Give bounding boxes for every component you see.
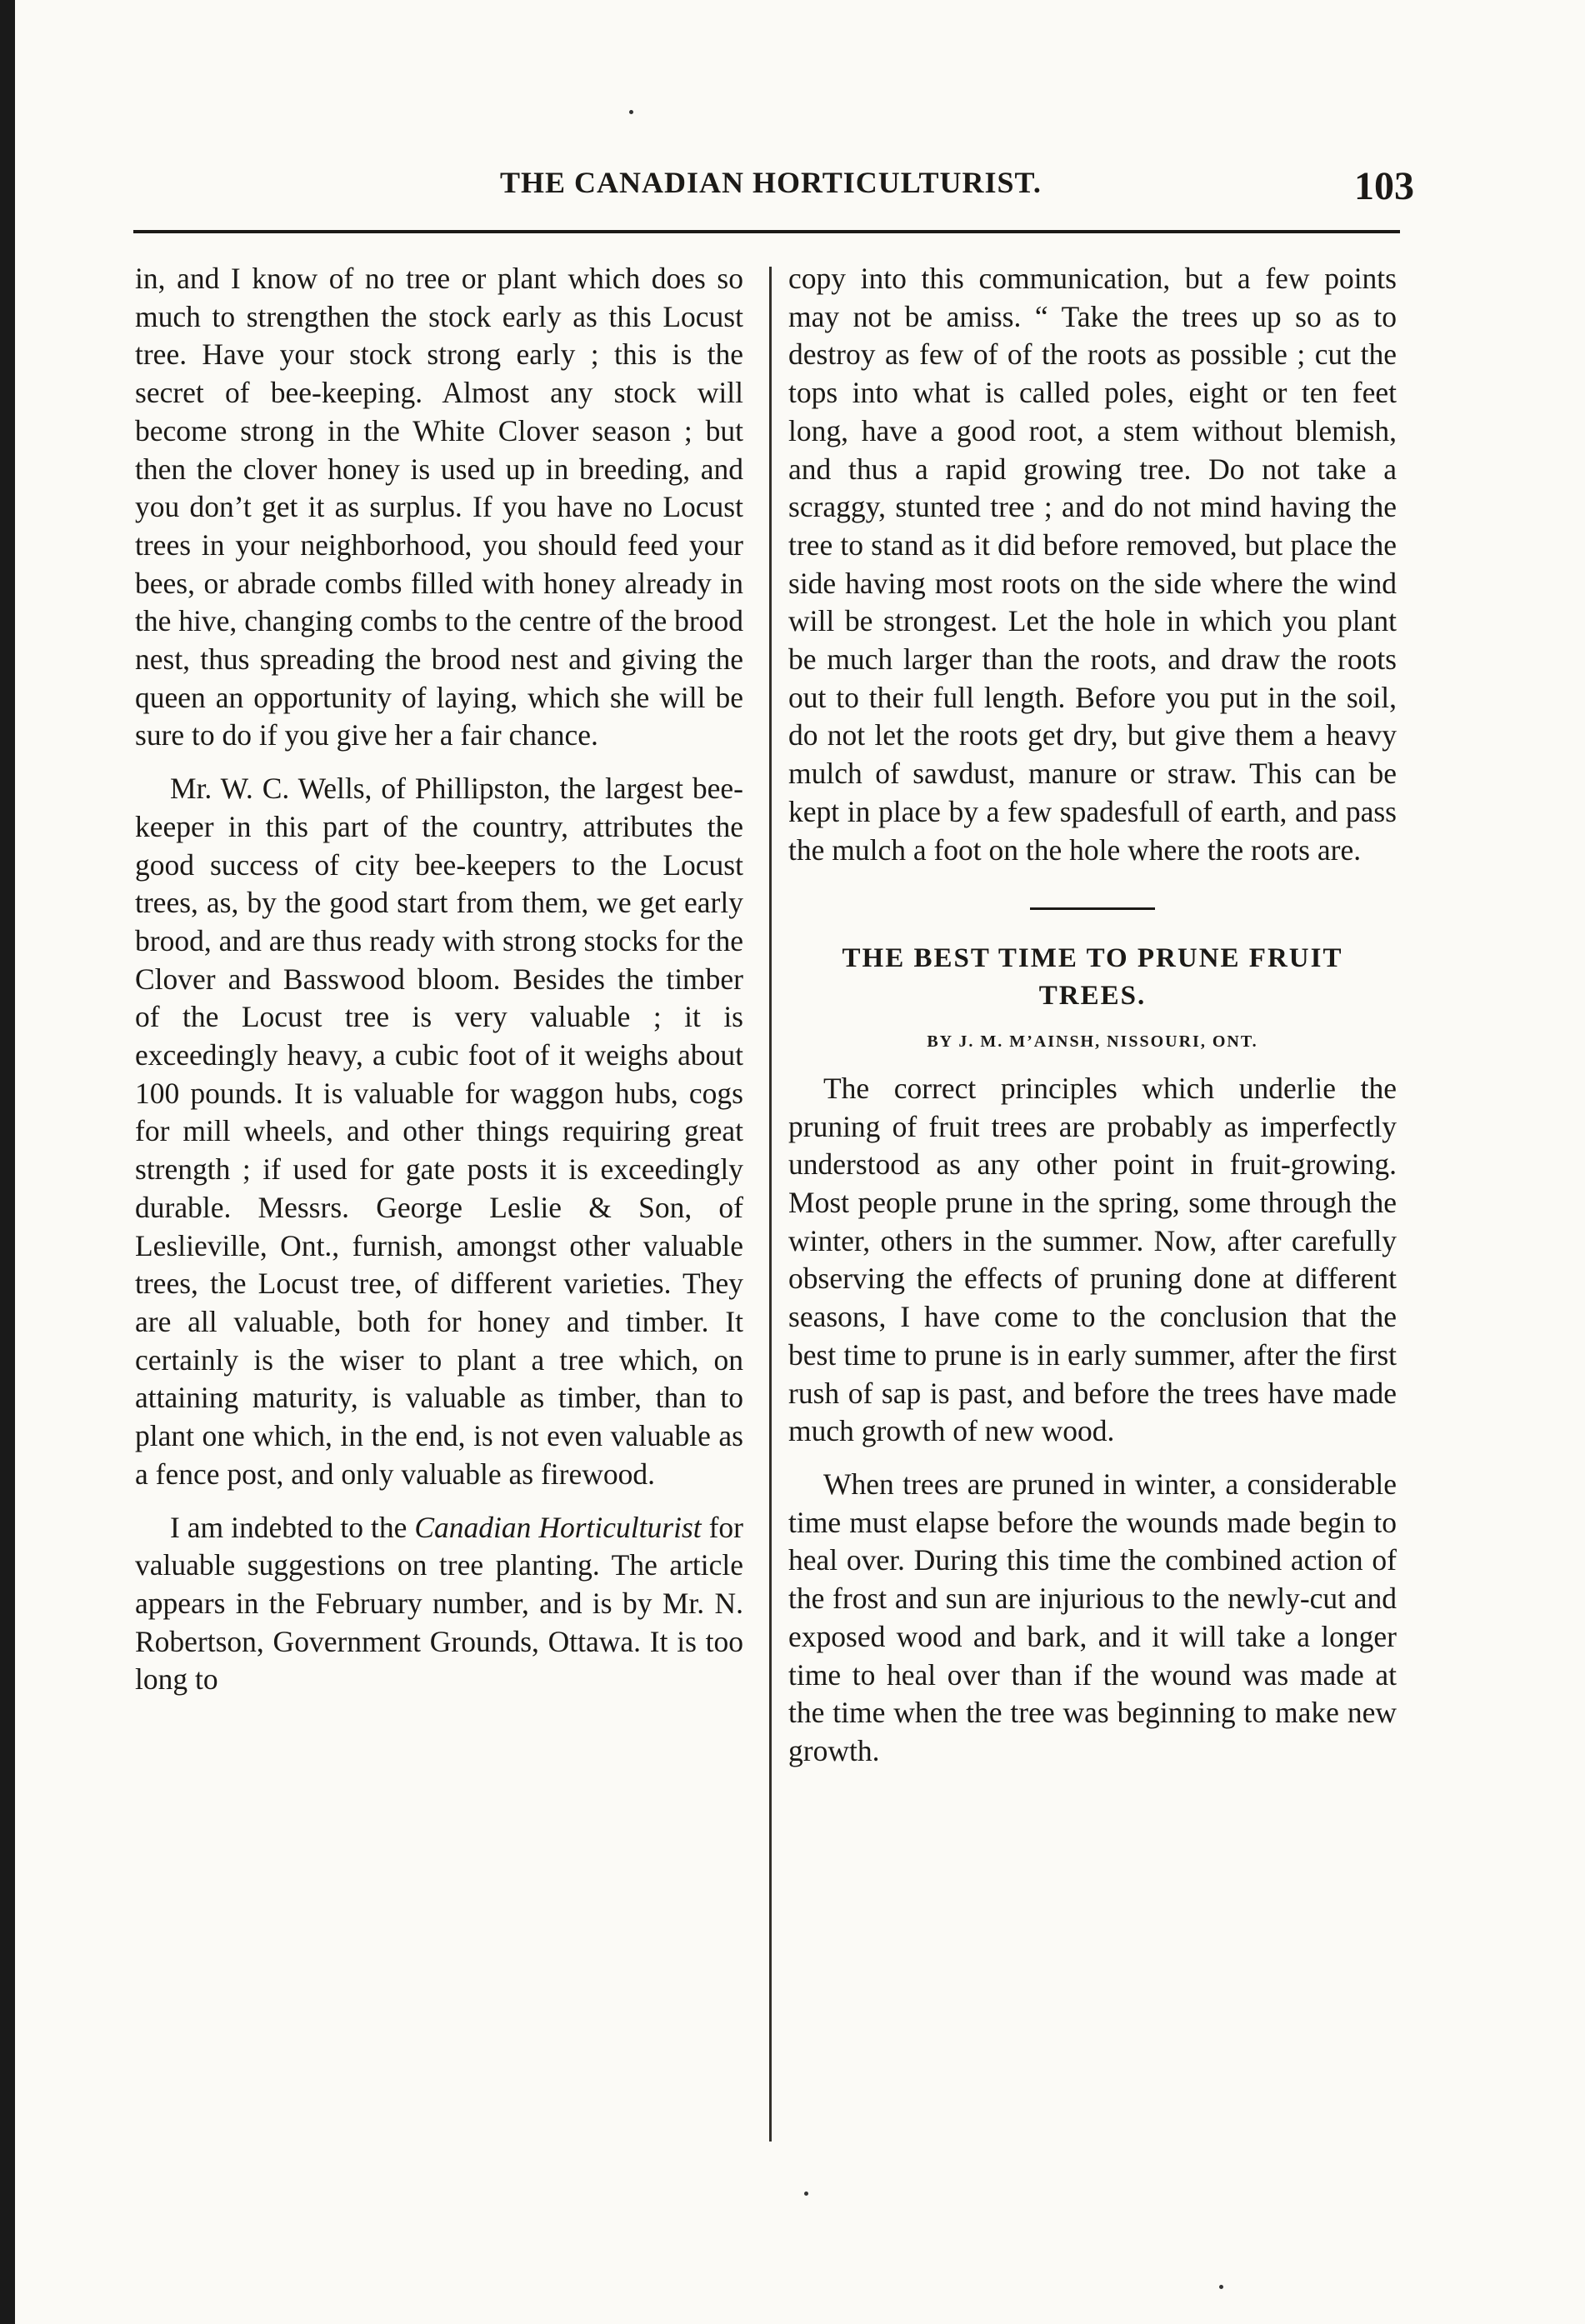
print-speck (1219, 2285, 1223, 2289)
paragraph (135, 1509, 743, 1700)
paragraph: The correct principles which underlie the pruning of fruit trees are probably as imperfectly understood as any other point in fruit-growing. Most people prune in the spring, some through the winter, others in the summer. Now, after carefully observing the effects of pruning done at different seasons, I have come to the conclusion that the best time to prune is in early summer, after the first rush of sap is past, and before the trees have made much growth of new wood. (788, 1071, 1397, 1448)
paragraph: copy into this communication, but a few points may not be amiss. “ Take the trees up so as to destroy as few of of the roots as possible ; cut the tops into what is called poles, eight or ten feet long, have a good root, a stem without blemish, and thus a rapid growing tree. Do not take a scraggy, stunted tree ; and do not mind having the tree to stand as it did before removed, but place the side having most roots on the side where the wind will be strongest. Let the hole in which you plant be much larger than the roots, and draw the roots out to their full length. Before you put in the soil, do not let the roots get dry, but give them a heavy mulch of sawdust, manure or straw. This can be kept in place by a few spadesfull of earth, and pass the mulch a foot on the hole where the roots are. (788, 262, 1397, 867)
page-binding-edge (0, 0, 15, 2324)
paragraph: Mr. W. C. Wells, of Phillipston, the largest bee-keeper in this part of the country, attributes the good success of city bee-keepers to the Locust trees, as, by the good start from them, we get early brood, and are thus ready with strong stocks for the Clover and Basswood bloom. Besides the timber of the Locust tree is very valuable ; it is exceedingly heavy, a cubic foot of it weighs about 100 pounds. It is valuable for waggon hubs, cogs for mill wheels, and other things requiring great strength ; if used for gate posts it is exceedingly durable. Messrs. George Leslie & Son, of Leslieville, Ont., furnish, amongst other valuable trees, the Locust tree, of different varieties. They are all valuable, both for honey and timber. It certainly is the wiser to plant a tree which, on attaining maturity, is valuable as timber, than to plant one which, in the end, is not even valuable as a fence post, and only valuable as firewood. (135, 772, 743, 1491)
right-column (788, 260, 1397, 1771)
paragraph: When trees are pruned in winter, a considerable time must elapse before the wounds made begin to heal over. During this time the combined action of the frost and sun are injurious to the newly-cut and exposed wood and bark, and it will take a longer time to heal over than if the wound was made at the time when the tree was beginning to make new growth. (788, 1467, 1397, 1767)
column-divider (769, 267, 772, 2142)
text-span: for valuable suggestions on tree planting. The article appears in the February number, and is by Mr. N. Robertson, Government Grounds, Ottawa. It is too long to (135, 1510, 743, 1697)
running-head: THE CANADIAN HORTICULTURIST. (500, 166, 1042, 199)
paragraph: in, and I know of no tree or plant which does so much to strengthen the stock early as this Locust tree. Have your stock strong early ; this is the secret of bee-keeping. Almost any stock will become strong in the White Clover season ; but then the clover honey is used up in breeding, and you don’t get it as surplus. If you have no Locust trees in your neighborhood, you should feed your bees, or abrade combs filled with honey already in the hive, changing combs to the centre of the brood nest, thus spreading the brood nest and giving the queen an opportunity of laying, which she will be sure to do if you give her a fair chance. (135, 262, 743, 752)
article-byline: BY J. M. M’AINSH, NISSOURI, ONT. (927, 1032, 1258, 1052)
section-divider (1030, 907, 1155, 910)
left-column (135, 260, 743, 1699)
page-number: 103 (1354, 164, 1414, 208)
publication-title: Canadian Horticulturist (414, 1510, 702, 1544)
text-span: I am indebted to the (170, 1510, 415, 1544)
header-rule (133, 230, 1400, 233)
print-speck (804, 2192, 808, 2196)
print-speck (629, 110, 633, 114)
article-title: THE BEST TIME TO PRUNE FRUIT TREES. (842, 943, 1343, 1012)
